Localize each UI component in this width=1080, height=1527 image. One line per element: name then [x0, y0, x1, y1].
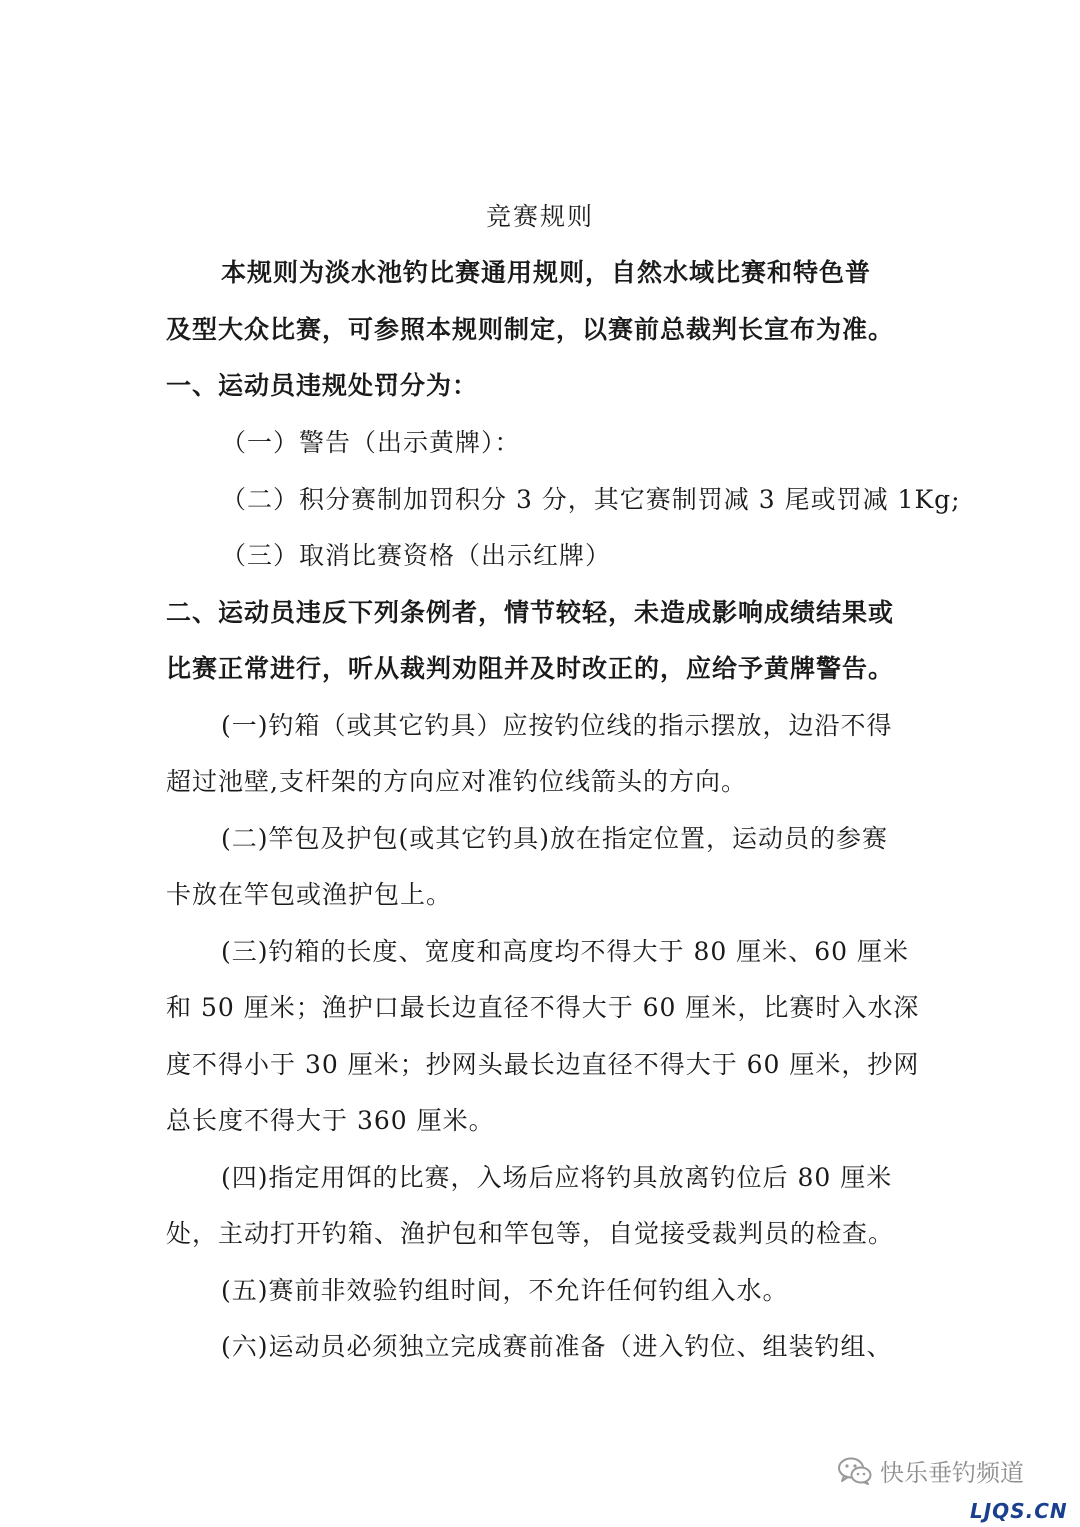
rule-4-line-1: (四)指定用饵的比赛，入场后应将钓具放离钓位后 80 厘米	[221, 1163, 893, 1192]
section-heading-2-line-1: 二、运动员违反下列条例者，情节较轻，未造成影响成绩结果或	[166, 598, 895, 627]
penalty-item-1: （一）警告（出示黄牌）：	[221, 428, 521, 457]
rule-6-line-1: (六)运动员必须独立完成赛前准备（进入钓位、组装钓组、	[221, 1332, 893, 1361]
rule-3-line-3: 度不得小于 30 厘米；抄网头最长边直径不得大于 60 厘米，抄网	[166, 1050, 920, 1079]
section-heading-2-line-2: 比赛正常进行，听从裁判劝阻并及时改正的，应给予黄牌警告。	[166, 654, 895, 683]
watermark-text: 快乐垂钓频道	[880, 1459, 1024, 1487]
site-logo: LJQS.CN	[970, 1499, 1068, 1523]
rule-1-line-1: (一)钓箱（或其它钓具）应按钓位线的指示摆放，边沿不得	[221, 711, 893, 740]
penalty-item-2: （二）积分赛制加罚积分 3 分，其它赛制罚减 3 尾或罚减 1Kg;	[221, 485, 961, 514]
rule-3-line-4: 总长度不得大于 360 厘米。	[166, 1106, 495, 1135]
rule-4-line-2: 处，主动打开钓箱、渔护包和竿包等，自觉接受裁判员的检查。	[166, 1219, 895, 1248]
rule-2-line-1: (二)竿包及护包(或其它钓具)放在指定位置，运动员的参赛	[221, 824, 889, 853]
section-heading-1: 一、运动员违规处罚分为：	[166, 371, 479, 400]
wechat-watermark	[838, 1453, 1024, 1488]
rule-3-line-1: (三)钓箱的长度、宽度和高度均不得大于 80 厘米、60 厘米	[221, 937, 909, 966]
penalty-item-3: （三）取消比赛资格（出示红牌）	[221, 541, 612, 570]
intro-line-2: 及型大众比赛，可参照本规则制定，以赛前总裁判长宣布为准。	[166, 315, 895, 344]
document-title: 竞赛规则	[485, 202, 594, 231]
rule-2-line-2: 卡放在竿包或渔护包上。	[166, 880, 453, 909]
rule-5-line-1: (五)赛前非效验钓组时间，不允许任何钓组入水。	[221, 1276, 789, 1305]
rule-1-line-2: 超过池壁,支杆架的方向应对准钓位线箭头的方向。	[166, 767, 747, 796]
wechat-icon	[838, 1457, 872, 1485]
rule-3-line-2: 和 50 厘米；渔护口最长边直径不得大于 60 厘米，比赛时入水深	[166, 993, 920, 1022]
intro-line-1: 本规则为淡水池钓比赛通用规则，自然水域比赛和特色普	[221, 258, 872, 287]
